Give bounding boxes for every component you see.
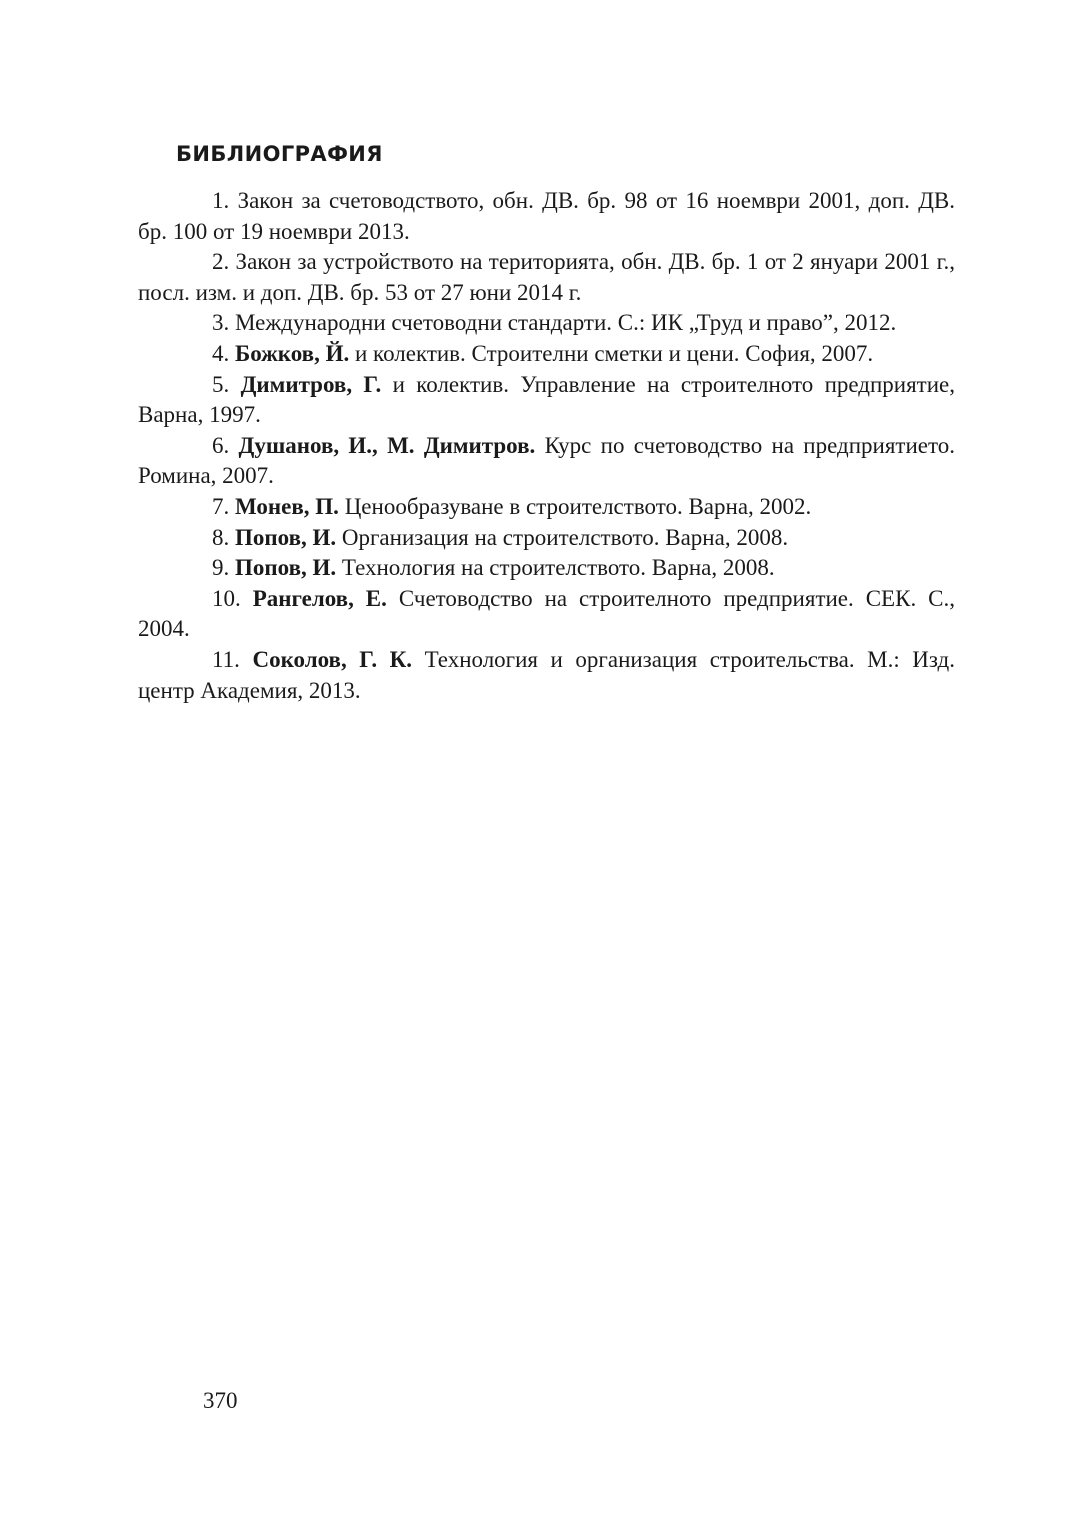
bibliography-entry [138,431,955,492]
entry-text: и колектив. Строителни сметки и цени. София, 2007. [355,340,874,366]
entry-number: 8. [212,524,230,550]
entry-text: Организация на строителството. Варна, 2008. [341,524,789,550]
entry-number: 6. [212,432,230,458]
entry-number: 1. [212,188,230,213]
entry-author: Рангелов, Е. [252,585,387,611]
entry-text: Закон за счетоводството, обн. ДВ. бр. 98 от 16 ноември 2001, доп. ДВ. бр. 100 от 19 ноември 2013. [138,188,955,244]
entry-text: Международни счетоводни стандарти. С.: ИК „Труд и право”, 2012. [235,310,897,336]
entry-number: 9. [212,555,230,581]
entry-author: Димитров, Г. [240,371,382,397]
entry-author: Соколов, Г. К. [252,646,413,672]
entry-author: Попов, И. [235,524,337,550]
bibliography-entry [138,645,955,706]
bibliography-entry [138,584,955,645]
bibliography-entry [138,247,955,308]
bibliography-list [138,186,955,706]
entry-author: Попов, И. [235,555,337,581]
entry-text: Технология и организация строительства. М.: Изд. центр Академия, 2013. [138,646,956,703]
bibliography-entry [138,186,955,247]
entry-author: Божков, Й. [235,340,350,366]
entry-number: 2. [212,249,230,275]
bibliography-entry [138,553,955,584]
entry-number: 3. [212,310,230,336]
entry-text: Счетоводство на строителното предприятие. СЕК. С., 2004. [138,585,955,642]
entry-number: 7. [212,493,230,519]
entry-text: Курс по счетоводство на предприятието. Ромина, 2007. [138,432,955,489]
bibliography-entry [138,492,955,523]
bibliography-heading: БИБЛИОГРАФИЯ [176,142,383,166]
bibliography-entry [138,308,955,339]
bibliography-entry [138,523,955,554]
entry-number: 10. [212,585,241,611]
entry-number: 4. [212,340,230,366]
entry-number: 5. [212,371,230,397]
bibliography-entry [138,370,955,431]
entry-author: Монев, П. [235,493,339,519]
entry-text: и колектив. Управление на строителното предприятие, Варна, 1997. [138,371,956,428]
entry-author: Душанов, И., М. Димитров. [238,432,536,458]
entry-number: 11. [212,646,240,672]
entry-text: Закон за устройството на територията, обн. ДВ. бр. 1 от 2 януари 2001 г., посл. изм. и доп. ДВ. бр. 53 от 27 юни 2014 г. [138,249,956,305]
page-number: 370 [203,1388,238,1413]
entry-text: Ценообразуване в строителството. Варна, 2002. [344,493,812,519]
entry-text: Технология на строителството. Варна, 2008. [341,555,775,581]
bibliography-entry [138,339,955,370]
